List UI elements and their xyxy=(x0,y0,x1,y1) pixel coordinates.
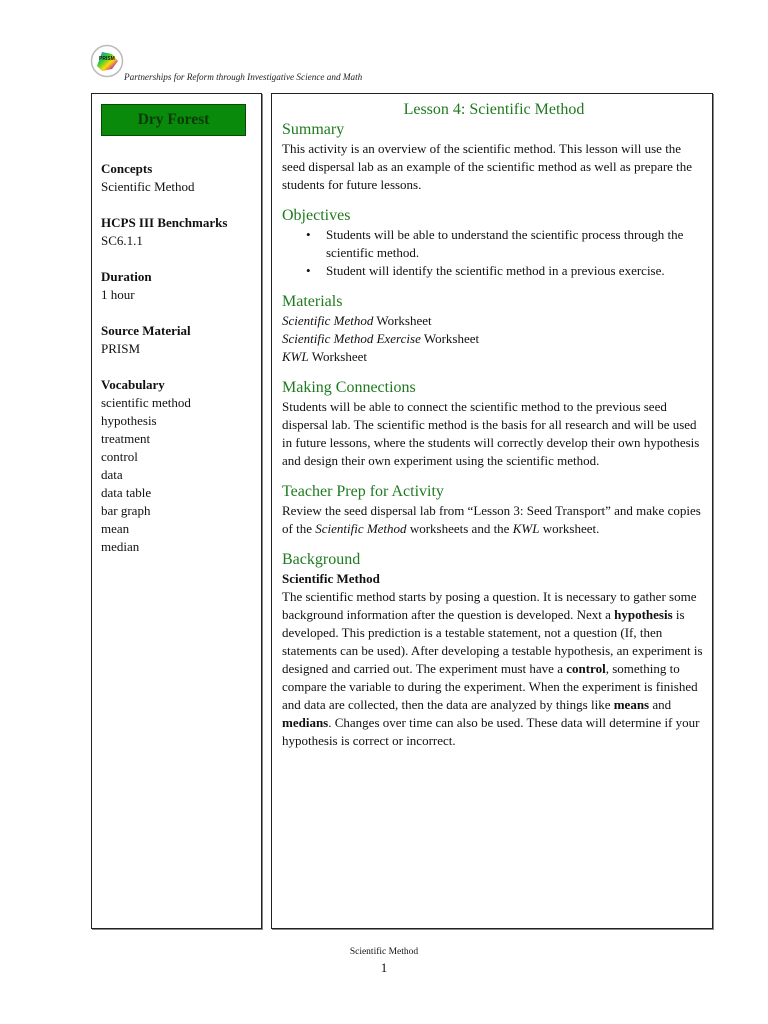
prism-logo-icon xyxy=(90,44,124,78)
material-name: Scientific Method xyxy=(282,313,374,328)
text-run: The scientific method starts by posing a question. It is necessary to gather some background information after the question is developed. Next a xyxy=(282,589,697,622)
vocab-item: hypothesis xyxy=(101,413,157,428)
sidebar-panel xyxy=(91,93,262,929)
bold-term: medians xyxy=(282,715,329,730)
page-header xyxy=(90,44,510,88)
concepts-group xyxy=(101,160,227,196)
duration-value: 1 hour xyxy=(101,287,135,302)
sidebar-info xyxy=(101,160,227,574)
material-item xyxy=(282,312,706,330)
objective-item xyxy=(282,262,706,280)
tagline: Partnerships for Reform through Investigative Science and Math xyxy=(124,72,363,82)
bullet-icon: • xyxy=(306,227,311,242)
benchmarks-group xyxy=(101,214,227,250)
bold-term: means xyxy=(613,697,650,712)
benchmarks-value: SC6.1.1 xyxy=(101,233,143,248)
lesson-title: Lesson 4: Scientific Method xyxy=(403,101,585,118)
source-group xyxy=(101,322,227,358)
text-run: and xyxy=(649,697,672,712)
lesson-content xyxy=(282,100,706,762)
materials-section xyxy=(282,292,706,366)
vocab-item: bar graph xyxy=(101,503,151,518)
vocab-item: control xyxy=(101,449,138,464)
summary-heading: Summary xyxy=(282,121,345,138)
teacher-prep-heading: Teacher Prep for Activity xyxy=(282,483,444,500)
teacher-prep-section xyxy=(282,482,706,538)
connections-text: Students will be able to connect the scientific method to the previous seed dispersal lab. The scientific method is the basis for all research and will be used in future lessons, where the students will correctly develop their own hypothesis and design their own experiment using the scientific method. xyxy=(282,399,700,468)
text-run: worksheet. xyxy=(539,521,600,536)
material-item xyxy=(282,330,706,348)
source-label: Source Material xyxy=(101,323,191,338)
source-value: PRISM xyxy=(101,341,141,356)
vocab-item: scientific method xyxy=(101,395,191,410)
vocab-item: data table xyxy=(101,485,152,500)
page-number: 1 xyxy=(380,960,388,975)
vocab-item: data xyxy=(101,467,123,482)
duration-group xyxy=(101,268,227,304)
objective-text: Student will identify the scientific method in a previous exercise. xyxy=(326,263,665,278)
text-run: Review the seed dispersal lab from “Lesson 3: Seed Transport” and make copies of the xyxy=(282,503,701,536)
ecosystem-badge: Dry Forest xyxy=(101,104,246,136)
concepts-label: Concepts xyxy=(101,161,153,176)
material-type: Worksheet xyxy=(308,349,368,364)
connections-heading: Making Connections xyxy=(282,379,416,396)
vocabulary-group xyxy=(101,376,227,556)
material-type: Worksheet xyxy=(420,331,480,346)
svg-text:PRISM: PRISM xyxy=(99,56,115,62)
footer-label: Scientific Method xyxy=(349,947,419,957)
bold-term: hypothesis xyxy=(614,607,673,622)
bold-term: control xyxy=(566,661,606,676)
materials-heading: Materials xyxy=(282,293,343,310)
material-name: KWL xyxy=(282,349,309,364)
background-text xyxy=(282,588,706,750)
summary-text: This activity is an overview of the scientific method. This lesson will use the seed dispersal lab as an example of the scientific method as well as prepare the students for future lessons. xyxy=(282,141,693,192)
teacher-prep-text xyxy=(282,502,706,538)
vocab-item: median xyxy=(101,539,140,554)
benchmarks-label: HCPS III Benchmarks xyxy=(101,215,228,230)
material-name: Scientific Method Exercise xyxy=(282,331,421,346)
vocab-item: mean xyxy=(101,521,130,536)
text-run: . Changes over time can also be used. These data will determine if your hypothesis is correct or incorrect. xyxy=(282,715,700,748)
vocab-item: treatment xyxy=(101,431,151,446)
objective-text: Students will be able to understand the scientific process through the scientific method. xyxy=(326,227,684,260)
background-heading: Background xyxy=(282,551,361,568)
objectives-list xyxy=(282,226,706,280)
material-item xyxy=(282,348,706,366)
bullet-icon: • xyxy=(306,263,311,278)
summary-section xyxy=(282,120,706,194)
objectives-section xyxy=(282,206,706,280)
background-section xyxy=(282,550,706,750)
vocabulary-label: Vocabulary xyxy=(101,377,165,392)
background-subheading: Scientific Method xyxy=(282,571,380,586)
connections-section xyxy=(282,378,706,470)
concepts-value: Scientific Method xyxy=(101,179,195,194)
duration-label: Duration xyxy=(101,269,152,284)
objective-item xyxy=(282,226,706,262)
material-type: Worksheet xyxy=(373,313,432,328)
lesson-panel xyxy=(271,93,713,929)
text-run: worksheets and the xyxy=(406,521,513,536)
text-run: , something to compare the variable to during the experiment. When the experiment is finished and data are collected, then the data are analyzed by things like xyxy=(282,661,698,712)
italic-run: Scientific Method xyxy=(315,521,407,536)
italic-run: KWL xyxy=(512,521,540,536)
text-run: is developed. This prediction is a testable statement, not a question (If, then statements can be used). After developing a testable hypothesis, an experiment is designed and carried out. The experiment must have a xyxy=(282,607,703,676)
objectives-heading: Objectives xyxy=(282,207,351,224)
